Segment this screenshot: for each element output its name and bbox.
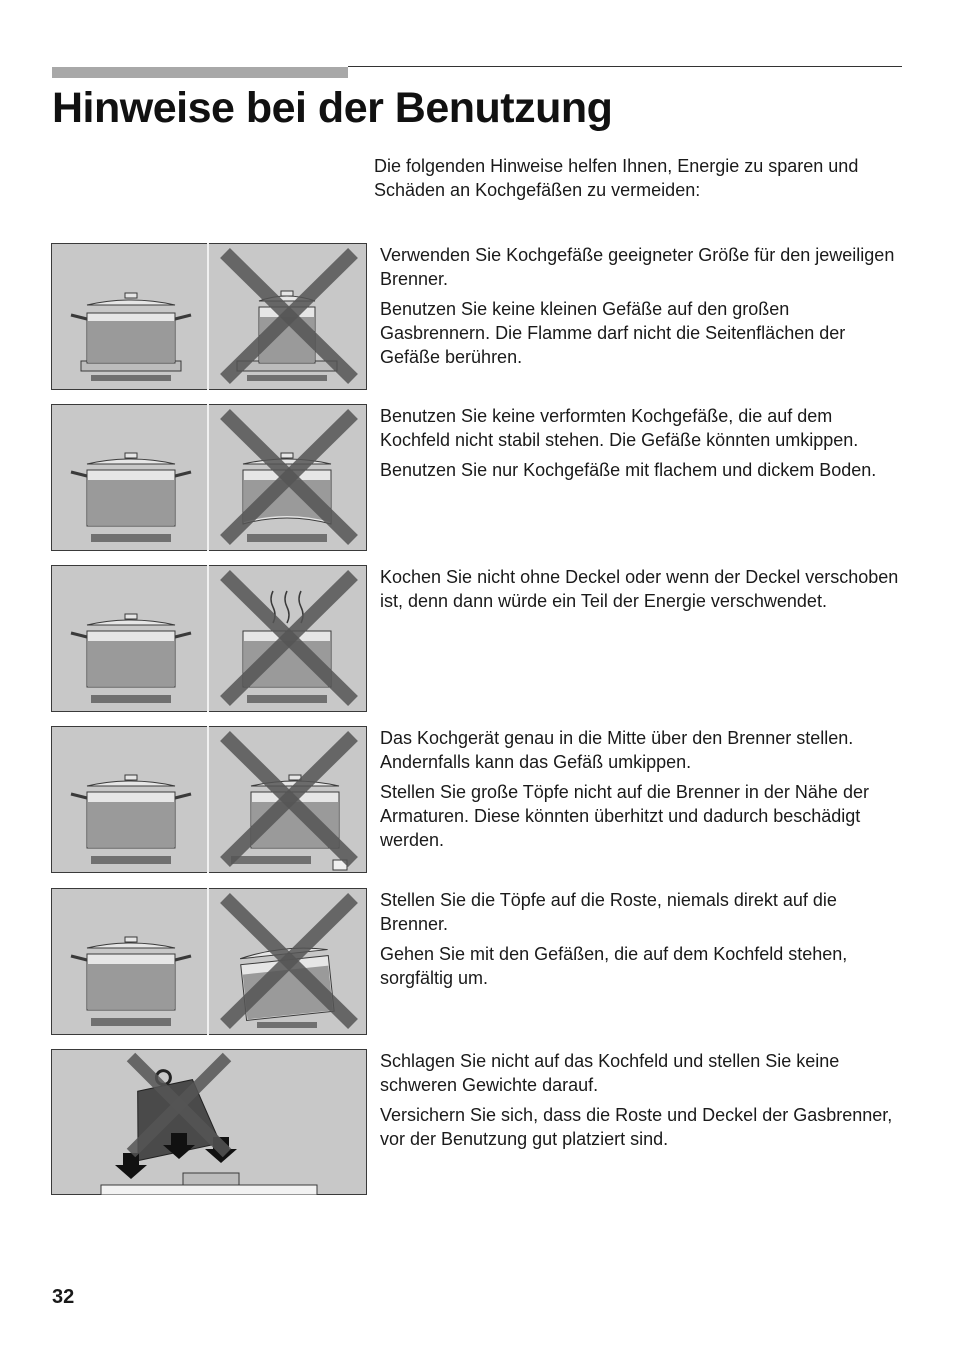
weight-illustration	[51, 1049, 367, 1196]
paragraph: Benutzen Sie keine verformten Kochgefäße, die auf dem Kochfeld nicht stabil stehen. Die Gefäße könnten umkippen.	[380, 406, 859, 450]
section-text	[380, 1049, 904, 1157]
lid-illustration	[51, 565, 367, 712]
section-text	[380, 404, 904, 488]
paragraph: Verwenden Sie Kochgefäße geeigneter Größe für den jeweiligen Brenner.	[380, 245, 895, 289]
page-title: Hinweise bei der Benutzung	[52, 84, 613, 132]
paragraph: Benutzen Sie nur Kochgefäße mit flachem und dickem Boden.	[380, 460, 877, 480]
paragraph: Stellen Sie die Töpfe auf die Roste, niemals direkt auf die Brenner.	[380, 890, 837, 934]
paragraph: Das Kochgerät genau in die Mitte über den Brenner stellen. Andernfalls kann das Gefäß umkippen.	[380, 728, 854, 772]
deformed-pot-illustration	[51, 404, 367, 551]
section-text	[380, 243, 904, 375]
paragraph: Versichern Sie sich, dass die Roste und Deckel der Gasbrenner, vor der Benutzung gut platziert sind.	[380, 1105, 893, 1149]
page-number: 32	[52, 1286, 75, 1308]
top-rule-thin	[348, 66, 902, 67]
paragraph: Stellen Sie große Töpfe nicht auf die Brenner in der Nähe der Armaturen. Diese könnten überhitzt und dadurch beschädigt werden.	[380, 782, 869, 850]
grate-illustration	[51, 888, 367, 1035]
top-rule-thick	[52, 67, 348, 78]
section-text	[380, 726, 904, 858]
section-text	[380, 888, 904, 996]
intro-text: Die folgenden Hinweise helfen Ihnen, Energie zu sparen und Schäden an Kochgefäßen zu vermeiden:	[374, 156, 859, 200]
centered-pot-illustration	[51, 726, 367, 873]
pot-size-illustration	[51, 243, 367, 390]
paragraph: Schlagen Sie nicht auf das Kochfeld und stellen Sie keine schweren Gewichte darauf.	[380, 1051, 840, 1095]
paragraph: Benutzen Sie keine kleinen Gefäße auf den großen Gasbrennern. Die Flamme darf nicht die Seitenflächen der Gefäße berühren.	[380, 299, 846, 367]
paragraph: Kochen Sie nicht ohne Deckel oder wenn der Deckel verschoben ist, denn dann würde ein Teil der Energie verschwendet.	[380, 567, 899, 611]
section-text	[380, 565, 904, 619]
paragraph: Gehen Sie mit den Gefäßen, die auf dem Kochfeld stehen, sorgfältig um.	[380, 944, 848, 988]
